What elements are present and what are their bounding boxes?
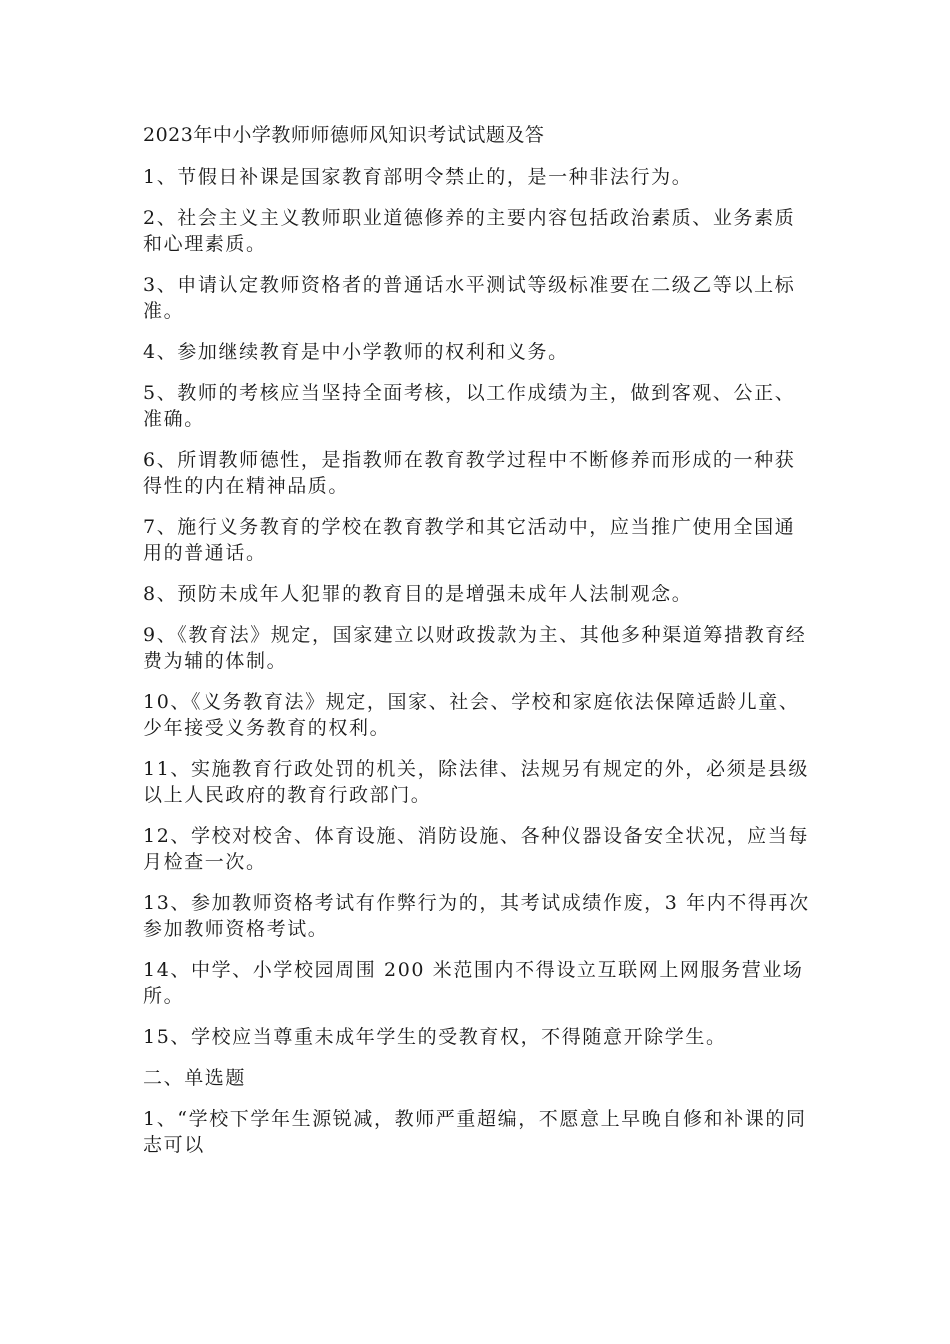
paragraph-6: 6、所谓教师德性，是指教师在教育教学过程中不断修养而形成的一种获得性的内在精神品质。 — [143, 449, 796, 497]
paragraph-3: 3、申请认定教师资格者的普通话水平测试等级标准要在二级乙等以上标准。 — [143, 274, 796, 322]
paragraph-7: 7、施行义务教育的学校在教育教学和其它活动中，应当推广使用全国通用的普通话。 — [143, 516, 796, 564]
paragraph-12: 12、学校对校舍、体育设施、消防设施、各种仪器设备安全状况，应当每月检查一次。 — [143, 825, 809, 873]
paragraph-11: 11、实施教育行政处罚的机关，除法律、法规另有规定的外，必须是县级以上人民政府的教育行政部门。 — [143, 758, 809, 806]
paragraph-1: 1、节假日补课是国家教育部明令禁止的，是一种非法行为。 — [143, 166, 693, 188]
document-page — [143, 122, 810, 1173]
document-title: 2023年中小学教师师德师风知识考试试题及答 — [143, 124, 545, 146]
paragraph-10: 10、《义务教育法》规定，国家、社会、学校和家庭依法保障适龄儿童、少年接受义务教育的权利。 — [143, 691, 800, 739]
paragraph-13: 13、参加教师资格考试有作弊行为的，其考试成绩作废，3 年内不得再次参加教师资格考试。 — [143, 892, 810, 940]
paragraph-15: 15、学校应当尊重未成年学生的受教育权，不得随意开除学生。 — [143, 1026, 727, 1048]
paragraph-8: 8、预防未成年人犯罪的教育目的是增强未成年人法制观念。 — [143, 583, 693, 605]
section-heading: 二、单选题 — [143, 1067, 247, 1089]
paragraph-4: 4、参加继续教育是中小学教师的权利和义务。 — [143, 341, 569, 363]
paragraph-2: 2、社会主义主义教师职业道德修养的主要内容包括政治素质、业务素质和心理素质。 — [143, 207, 796, 255]
paragraph-9: 9、《教育法》规定，国家建立以财政拨款为主、其他多种渠道筹措教育经费为辅的体制。 — [143, 624, 807, 672]
paragraph-14: 14、中学、小学校园周围 200 米范围内不得设立互联网上网服务营业场所。 — [143, 959, 804, 1007]
single-choice-question-1: 1、“学校下学年生源锐减，教师严重超编，不愿意上早晚自修和补课的同志可以 — [143, 1108, 807, 1156]
paragraph-5: 5、教师的考核应当坚持全面考核，以工作成绩为主，做到客观、公正、准确。 — [143, 382, 796, 430]
